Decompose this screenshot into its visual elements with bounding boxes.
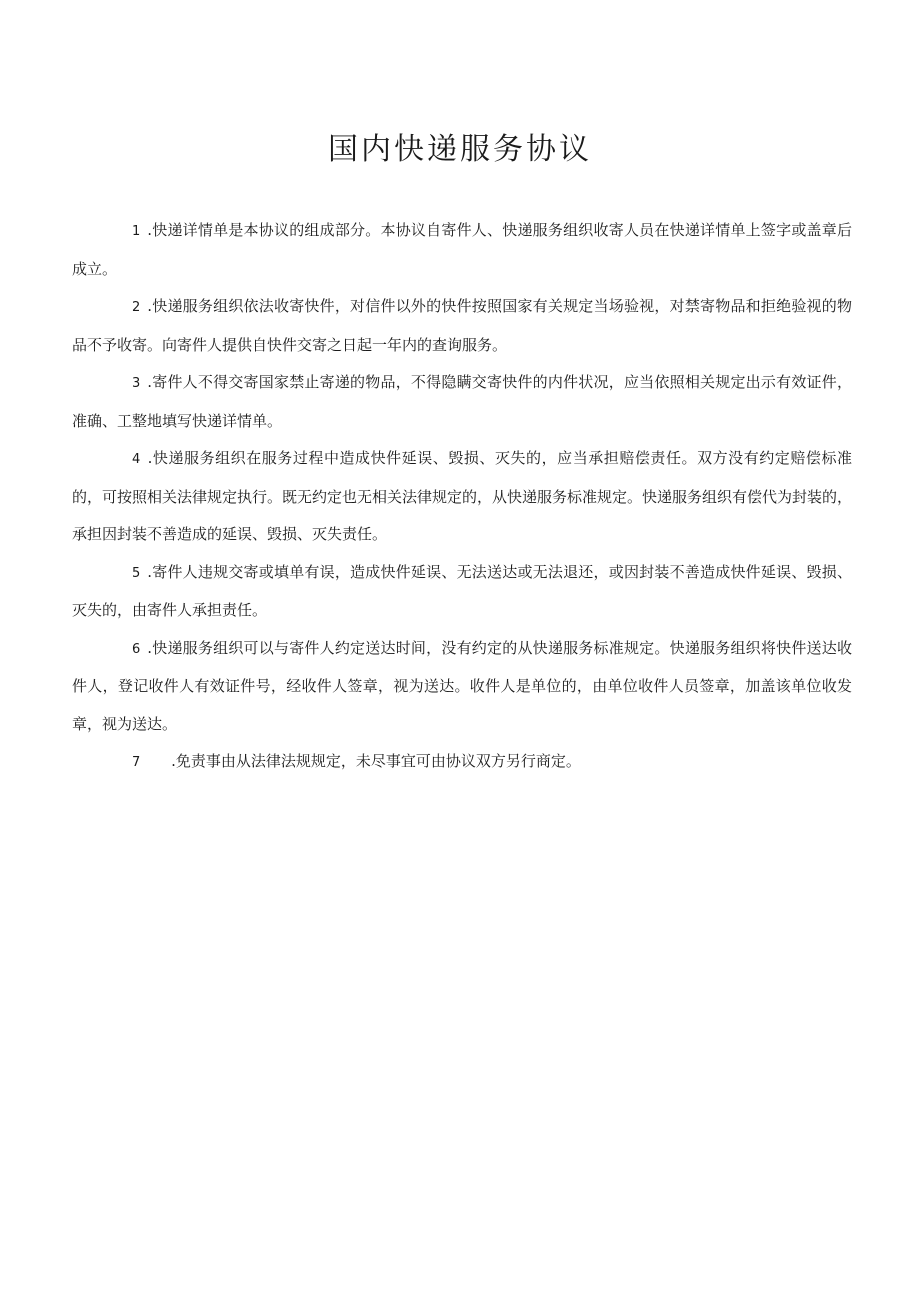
clause-text: .免责事由从法律法规规定，未尽事宜可由协议双方另行商定。: [171, 752, 581, 770]
clause-list: [72, 212, 852, 782]
clause-2: [72, 288, 852, 364]
clause-text: .快递服务组织依法收寄快件，对信件以外的快件按照国家有关规定当场验视，对禁寄物品和拒绝验视的物品不予收寄。向寄件人提供自快件交寄之日起一年内的查询服务。: [72, 297, 852, 354]
clause-number: 7: [132, 755, 141, 770]
document-title: 国内快递服务协议: [328, 132, 592, 167]
clause-text: .快递服务组织可以与寄件人约定送达时间，没有约定的从快递服务标准规定。快递服务组织将快件送达收件人，登记收件人有效证件号，经收件人签章，视为送达。收件人是单位的，由单位收件人员签章，加盖该单位收发章，视为送达。: [72, 638, 852, 733]
clause-number: 2: [132, 300, 141, 315]
clause-3: [72, 364, 852, 440]
clause-text: .寄件人不得交寄国家禁止寄递的物品，不得隐瞒交寄快件的内件状况，应当依照相关规定出示有效证件，准确、工整地填写快递详情单。: [72, 373, 852, 430]
clause-5: [72, 554, 852, 630]
clause-text: .寄件人违规交寄或填单有误，造成快件延误、无法送达或无法退还，或因封装不善造成快件延误、毁损、灭失的，由寄件人承担责任。: [72, 562, 852, 619]
clause-number: 6: [132, 641, 141, 657]
clause-text: .快递详情单是本协议的组成部分。本协议自寄件人、快递服务组织收寄人员在快递详情单上签字或盖章后成立。: [72, 221, 852, 278]
clause-number: 5: [132, 565, 141, 581]
clause-number: 4: [132, 452, 141, 467]
clause-number: 1: [132, 224, 141, 239]
clause-4: [72, 440, 852, 554]
clause-text: .快递服务组织在服务过程中造成快件延误、毁损、灭失的，应当承担赔偿责任。双方没有约定赔偿标准的，可按照相关法律规定执行。既无约定也无相关法律规定的，从快递服务标准规定。快递服务组织有偿代为封装的，承担因封装不善造成的延误、毁损、灭失责任。: [72, 449, 853, 543]
clause-6: [72, 630, 852, 744]
clause-7: [72, 743, 852, 782]
clause-1: [72, 212, 852, 288]
clause-number: 3: [132, 376, 141, 391]
